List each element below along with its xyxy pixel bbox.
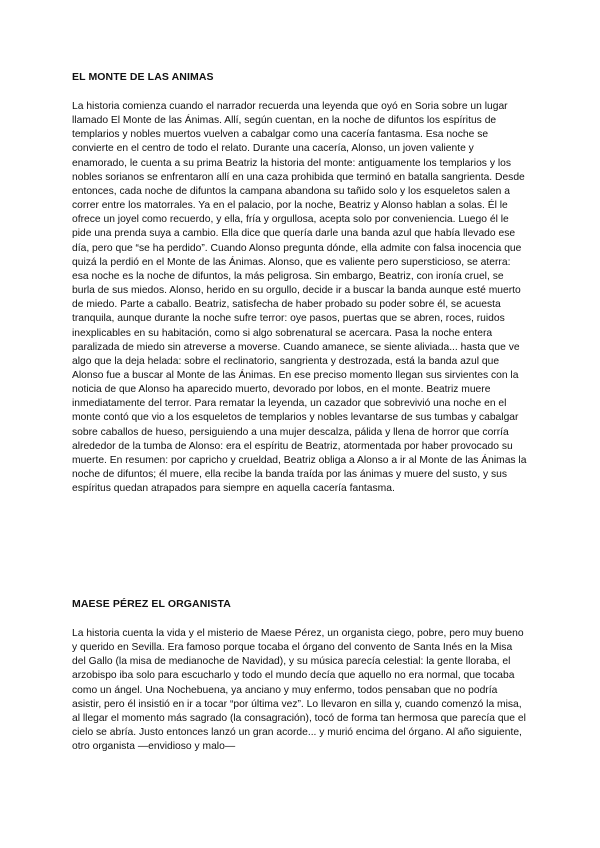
section-el-monte-de-las-animas <box>72 70 528 496</box>
section-heading: MAESE PÉREZ EL ORGANISTA <box>72 598 231 610</box>
section-body-paragraph: La historia cuenta la vida y el misterio de Maese Pérez, un organista ciego, pobre, pero muy bueno y querido en Sevilla. Era famoso porque tocaba el órgano del convento de Santa Inés en la Misa del Gallo (la misa de medianoche de Navidad), y su música parecía celestial: la gente lloraba, el arzobispo iba solo para escucharlo y todo el mundo decía que aquello no era normal, que tocaba como un ángel. Una Nochebuena, ya anciano y muy enfermo, todos pensaban que no podría asistir, pero él insistió en ir a tocar “por última vez”. Lo llevaron en silla y, cuando comenzó la misa, al llegar el momento más sagrado (la consagración), tocó de forma tan hermosa que parecía que el cielo se abría. Justo entonces lanzó un gran acorde... y murió encima del órgano. Al año siguiente, otro organista —envidioso y malo— <box>72 628 526 753</box>
section-heading: EL MONTE DE LAS ANIMAS <box>72 71 214 83</box>
section-maese-perez-el-organista <box>72 597 528 754</box>
section-body-paragraph: La historia comienza cuando el narrador recuerda una leyenda que oyó en Soria sobre un lugar llamado El Monte de las Ánimas. Allí, según cuentan, en la noche de difuntos los espíritus de templarios y nobles muertos vuelven a cabalgar como una cacería fantasma. Esa noche se convierte en el centro de todo el relato. Durante una cacería, Alonso, un joven valiente y enamorado, le cuenta a su prima Beatriz la historia del monte: antiguamente los templarios y los nobles sorianos se enfrentaron allí en una caza prohibida que terminó en batalla sangrienta. Desde entonces, cada noche de difuntos la campana abandona su tañido solo y los esqueletos salen a correr entre los matorrales. Ya en el palacio, por la noche, Beatriz y Alonso hablan a solas. Él le ofrece un joyel como recuerdo, y ella, fría y orgullosa, acepta solo por conveniencia. Luego él le pide una prenda suya a cambio. Ella dice que quería darle una banda azul que había llevado ese día, pero que “se ha perdido”. Cuando Alonso pregunta dónde, ella admite con falsa inocencia que quizá la perdió en el Monte de las Ánimas. Alonso, que es valiente pero supersticioso, se aterra: esa noche es la noche de difuntos, la más peligrosa. Sin embargo, Beatriz, con ironía cruel, se burla de sus miedos. Alonso, herido en su orgullo, decide ir a buscar la banda aunque esté muerto de miedo. Parte a caballo. Beatriz, satisfecha de haber probado su poder sobre él, se acuesta tranquila, aunque durante la noche sufre terror: oye pasos, puertas que se abren, roces, ruidos inexplicables en su habitación, como si algo sobrenatural se acercara. Pasa la noche entera paralizada de miedo sin atreverse a moverse. Cuando amanece, se siente aliviada... hasta que ve algo que la deja helada: sobre el reclinatorio, sangrienta y destrozada, está la banda azul que Alonso fue a buscar al Monte de las Ánimas. En ese preciso momento llegan sus sirvientes con la noticia de que Alonso ha aparecido muerto, devorado por lobos, en el monte. Beatriz muere inmediatamente del terror. Para rematar la leyenda, un cazador que sobrevivió una noche en el monte contó que vio a los esqueletos de templarios y nobles levantarse de sus tumbas y cabalgar sobre caballos de hueso, persiguiendo a una mujer descalza, pálida y llena de horror que corría alrededor de la tumba de Alonso: era el espíritu de Beatriz, atormentada por haber provocado su muerte. En resumen: por capricho y crueldad, Beatriz obliga a Alonso a ir al Monte de las Ánimas la noche de difuntos; él muere, ella recibe la banda traída por las ánimas y muere del susto, y sus espíritus quedan atrapados para siempre en aquella cacería fantasma. <box>72 101 527 495</box>
